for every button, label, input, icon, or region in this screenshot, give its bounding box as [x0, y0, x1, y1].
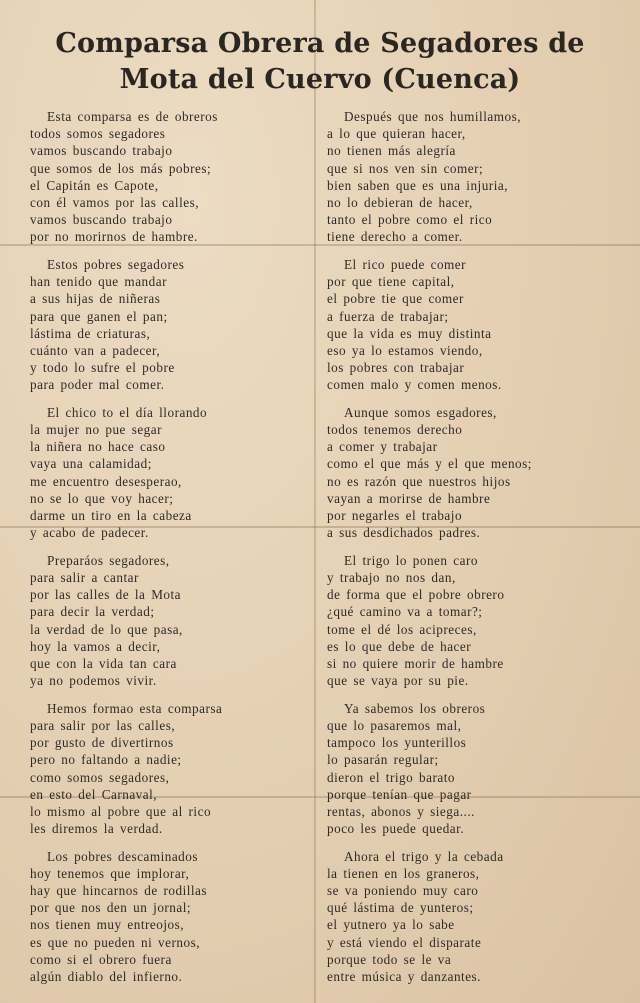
verse-line: lo mismo al pobre que al rico	[30, 803, 212, 819]
verse-line: que con la vida tan cara	[30, 655, 177, 671]
verse-line: es lo que debe de hacer	[327, 638, 472, 654]
verse-line: vayan a morirse de hambre	[327, 490, 491, 506]
verse-line: por negarles el trabajo	[327, 508, 463, 524]
verse-line: vamos buscando trabajo	[30, 143, 173, 159]
verse-line: por gusto de divertirnos	[30, 735, 174, 751]
verse-line: lo pasarán regular;	[327, 752, 439, 768]
verse-line: a comer y trabajar	[327, 439, 438, 455]
vertical-fold-line	[314, 0, 316, 1003]
verse-line: nos tienen muy entreojos,	[30, 917, 185, 933]
verse-line: a sus desdichados padres.	[327, 525, 481, 541]
verse-line: tampoco los yunterillos	[327, 735, 467, 751]
verse-line: Preparáos segadores,	[47, 552, 170, 568]
verse-line: que lo pasaremos mal,	[327, 717, 462, 733]
verse-line: hay que hincarnos de rodillas	[30, 883, 208, 899]
verse-line: Estos pobres segadores	[47, 256, 185, 272]
verse-line: como si el obrero fuera	[30, 951, 172, 967]
verse-line: como el que más y el que menos;	[327, 456, 532, 472]
verse-line: tiene derecho a comer.	[327, 229, 463, 245]
verse-line: que la vida es muy distinta	[327, 325, 492, 341]
verse-line: por que nos den un jornal;	[30, 900, 192, 916]
verse-line: tanto el pobre como el rico	[327, 212, 493, 228]
verse-line: hoy tenemos que implorar,	[30, 865, 190, 881]
stanza	[30, 552, 310, 690]
verse-line: que somos de los más pobres;	[30, 160, 212, 176]
stanza	[30, 256, 310, 394]
verse-line: que si nos ven sin comer;	[327, 160, 484, 176]
verse-line: es que no pueden ni vernos,	[30, 934, 200, 950]
verse-line: que se vaya por su pie.	[327, 673, 469, 689]
verse-line: Ahora el trigo y la cebada	[344, 848, 504, 864]
verse-line: y está viendo el disparate	[327, 934, 482, 950]
verse-line: Ya sabemos los obreros	[344, 700, 486, 716]
verse-line: con él vamos por las calles,	[30, 195, 200, 211]
verse-line: todos somos segadores	[30, 126, 166, 142]
verse-line: Después que nos humillamos,	[344, 109, 522, 124]
verse-line: cuánto van a padecer,	[30, 342, 161, 358]
verse-line: ya no podemos vivir.	[30, 673, 157, 689]
verse-line: Hemos formao esta comparsa	[47, 700, 223, 716]
stanza	[30, 700, 310, 838]
stanza	[327, 848, 617, 986]
verse-line: poco les puede quedar.	[327, 821, 465, 837]
verse-line: rentas, abonos y siega....	[327, 803, 475, 819]
verse-line: no es razón que nuestros hijos	[327, 473, 511, 489]
stanza	[327, 552, 617, 690]
verse-line: bien saben que es una injuria,	[327, 177, 509, 193]
verse-line: de forma que el pobre obrero	[327, 587, 505, 603]
verse-line: vamos buscando trabajo	[30, 212, 173, 228]
verse-line: no tienen más alegría	[327, 143, 456, 159]
verse-line: les diremos la verdad.	[30, 821, 163, 837]
title-line-1: Comparsa Obrera de Segadores de	[55, 28, 585, 59]
verse-line: lástima de criaturas,	[30, 325, 151, 341]
verse-line: el yutnero ya lo sabe	[327, 917, 455, 933]
title-line-2: Mota del Cuervo (Cuenca)	[119, 64, 521, 95]
verse-line: eso ya lo estamos viendo,	[327, 342, 483, 358]
verse-line: hoy la vamos a decir,	[30, 638, 161, 654]
verse-line: El rico puede comer	[344, 256, 467, 272]
verse-line: a fuerza de trabajar;	[327, 308, 449, 324]
verse-line: para que ganen el pan;	[30, 308, 168, 324]
verse-line: El chico to el día llorando	[47, 404, 208, 420]
verse-line: la niñera no hace caso	[30, 439, 166, 455]
verse-line: pero no faltando a nadie;	[30, 752, 182, 768]
verse-line: para decir la verdad;	[30, 604, 155, 620]
verse-line: vaya una calamidad;	[30, 456, 152, 472]
verse-line: por las calles de la Mota	[30, 587, 182, 603]
stanza	[30, 108, 310, 246]
verse-line: Los pobres descaminados	[47, 848, 199, 864]
verse-line: El trigo lo ponen caro	[344, 552, 478, 568]
verse-line: si no quiere morir de hambre	[327, 655, 504, 671]
verse-line: por que tiene capital,	[327, 274, 455, 290]
verse-line: comen malo y comen menos.	[327, 377, 502, 393]
verse-line: entre música y danzantes.	[327, 969, 481, 985]
verse-line: algún diablo del infierno.	[30, 969, 183, 985]
verse-line: dieron el trigo barato	[327, 769, 455, 785]
verse-line: se va poniendo muy caro	[327, 883, 479, 899]
stanza	[30, 404, 310, 542]
verse-line: para poder mal comer.	[30, 377, 165, 393]
verse-line: y trabajo no nos dan,	[327, 569, 456, 585]
verse-line: a sus hijas de niñeras	[30, 291, 161, 307]
verse-line: como somos segadores,	[30, 769, 170, 785]
right-column	[327, 108, 617, 996]
verse-line: porque tenían que pagar	[327, 786, 472, 802]
verse-line: el pobre tie que comer	[327, 291, 464, 307]
verse-line: porque todo se le va	[327, 951, 452, 967]
stanza	[30, 848, 310, 986]
verse-line: ¿qué camino va a tomar?;	[327, 604, 483, 620]
stanza	[327, 404, 617, 542]
verse-line: la mujer no pue segar	[30, 422, 163, 438]
verse-line: en esto del Carnaval,	[30, 786, 158, 802]
verse-line: me encuentro desesperao,	[30, 473, 182, 489]
verse-line: el Capitán es Capote,	[30, 177, 159, 193]
verse-line: Aunque somos esgadores,	[344, 404, 497, 420]
verse-line: los pobres con trabajar	[327, 360, 465, 376]
verse-line: y acabo de padecer.	[30, 525, 149, 541]
verse-line: qué lástima de yunteros;	[327, 900, 474, 916]
verse-line: todos tenemos derecho	[327, 422, 463, 438]
stanza	[327, 700, 617, 838]
verse-line: Esta comparsa es de obreros	[47, 109, 218, 124]
left-column	[30, 108, 310, 996]
verse-line: darme un tiro en la cabeza	[30, 508, 192, 524]
verse-line: y todo lo sufre el pobre	[30, 360, 175, 376]
document-title	[0, 26, 640, 98]
verse-line: han tenido que mandar	[30, 274, 167, 290]
verse-line: la tienen en los graneros,	[327, 865, 480, 881]
verse-line: no se lo que voy hacer;	[30, 490, 174, 506]
verse-line: a lo que quieran hacer,	[327, 126, 466, 142]
verse-line: no lo debieran de hacer,	[327, 195, 473, 211]
verse-line: la verdad de lo que pasa,	[30, 621, 183, 637]
verse-line: por no morirnos de hambre.	[30, 229, 198, 245]
verse-line: para salir por las calles,	[30, 717, 176, 733]
stanza	[327, 256, 617, 394]
stanza	[327, 108, 617, 246]
verse-line: tome el dé los acipreces,	[327, 621, 477, 637]
verse-line: para salir a cantar	[30, 569, 139, 585]
